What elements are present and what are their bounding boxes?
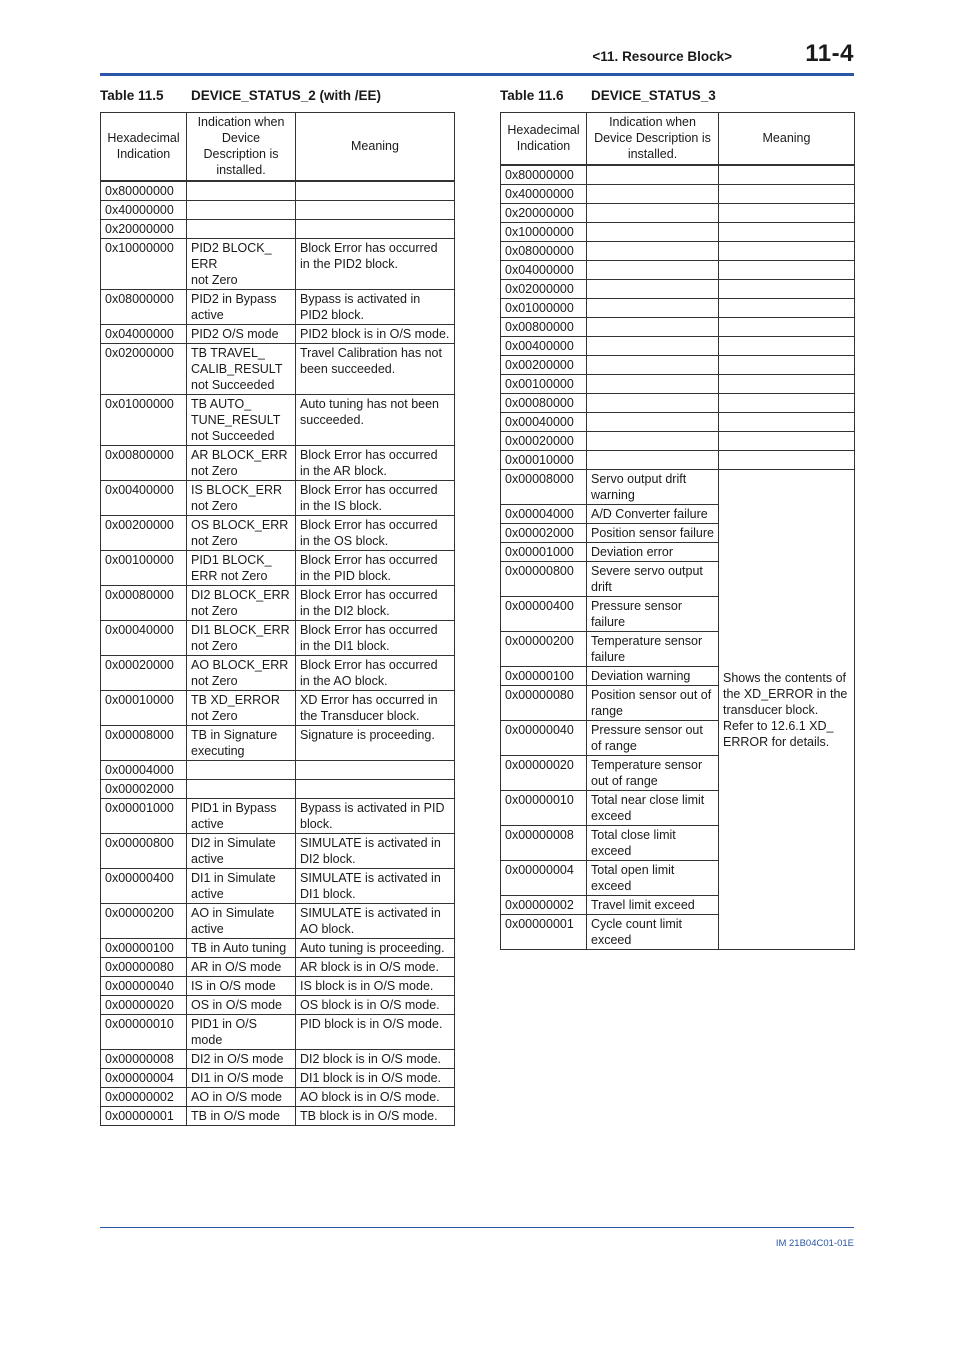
hex-cell: 0x00004000 xyxy=(101,761,187,780)
indication-cell xyxy=(587,280,719,299)
indication-cell: IS in O/S mode xyxy=(187,977,296,996)
hex-cell: 0x00100000 xyxy=(101,551,187,586)
meaning-cell: IS block is in O/S mode. xyxy=(296,977,455,996)
meaning-cell xyxy=(296,780,455,799)
indication-cell xyxy=(187,181,296,201)
table-row xyxy=(101,201,455,220)
indication-cell: DI2 in Simulate active xyxy=(187,834,296,869)
meaning-cell: SIMULATE is activated in AO block. xyxy=(296,904,455,939)
table-row xyxy=(101,869,455,904)
table5-number: Table 11.5 xyxy=(100,88,164,103)
table-row xyxy=(101,239,455,290)
indication-cell xyxy=(587,318,719,337)
meaning-cell: PID block is in O/S mode. xyxy=(296,1015,455,1050)
hex-cell: 0x04000000 xyxy=(501,261,587,280)
hex-cell: 0x08000000 xyxy=(501,242,587,261)
hex-cell: 0x00000800 xyxy=(501,562,587,597)
meaning-cell xyxy=(719,223,855,242)
indication-cell xyxy=(187,201,296,220)
table-row xyxy=(101,551,455,586)
hex-cell: 0x00010000 xyxy=(101,691,187,726)
indication-cell: Position sensor out of range xyxy=(587,686,719,721)
indication-cell: TB AUTO_ TUNE_RESULT not Succeeded xyxy=(187,395,296,446)
hex-cell: 0x00800000 xyxy=(501,318,587,337)
indication-cell xyxy=(587,451,719,470)
table6-number: Table 11.6 xyxy=(500,88,564,103)
indication-cell xyxy=(587,242,719,261)
hex-cell: 0x00000040 xyxy=(501,721,587,756)
indication-cell: DI1 BLOCK_ERR not Zero xyxy=(187,621,296,656)
indication-cell xyxy=(587,394,719,413)
table5-title: DEVICE_STATUS_2 (with /EE) xyxy=(191,88,382,103)
table-row xyxy=(101,761,455,780)
meaning-cell: OS block is in O/S mode. xyxy=(296,996,455,1015)
indication-cell: Travel limit exceed xyxy=(587,896,719,915)
indication-cell: Pressure sensor out of range xyxy=(587,721,719,756)
table-row xyxy=(101,939,455,958)
meaning-cell: Auto tuning is proceeding. xyxy=(296,939,455,958)
hex-cell: 0x40000000 xyxy=(101,201,187,220)
indication-cell: AR in O/S mode xyxy=(187,958,296,977)
page-number: 11-4 xyxy=(805,40,854,67)
hex-cell: 0x80000000 xyxy=(101,181,187,201)
hex-cell: 0x40000000 xyxy=(501,185,587,204)
table-row xyxy=(101,726,455,761)
hex-cell: 0x00080000 xyxy=(501,394,587,413)
meaning-cell: Auto tuning has not been succeeded. xyxy=(296,395,455,446)
indication-cell: IS BLOCK_ERR not Zero xyxy=(187,481,296,516)
meaning-cell: Block Error has occurred in the IS block. xyxy=(296,481,455,516)
hex-cell: 0x01000000 xyxy=(501,299,587,318)
table-row xyxy=(101,1069,455,1088)
table-row xyxy=(101,446,455,481)
indication-cell: Total open limit exceed xyxy=(587,861,719,896)
indication-cell xyxy=(187,220,296,239)
meaning-cell xyxy=(719,242,855,261)
indication-cell xyxy=(587,356,719,375)
hex-cell: 0x00000200 xyxy=(501,632,587,667)
table-row xyxy=(501,299,855,318)
table6-caption xyxy=(500,88,716,103)
hex-cell: 0x00800000 xyxy=(101,446,187,481)
table-row xyxy=(101,181,455,201)
hex-cell: 0x10000000 xyxy=(101,239,187,290)
table-row xyxy=(101,1050,455,1069)
table-row xyxy=(101,780,455,799)
hex-cell: 0x00000080 xyxy=(101,958,187,977)
meaning-cell: TB block is in O/S mode. xyxy=(296,1107,455,1126)
hex-cell: 0x00000020 xyxy=(501,756,587,791)
hex-cell: 0x00000002 xyxy=(501,896,587,915)
hex-cell: 0x00000200 xyxy=(101,904,187,939)
indication-cell: PID2 BLOCK_ ERR not Zero xyxy=(187,239,296,290)
hex-cell: 0x00200000 xyxy=(501,356,587,375)
table-row xyxy=(501,204,855,223)
hex-cell: 0x00002000 xyxy=(501,524,587,543)
indication-cell: PID1 in Bypass active xyxy=(187,799,296,834)
indication-cell: Servo output drift warning xyxy=(587,470,719,505)
table-row xyxy=(101,799,455,834)
meaning-cell: SIMULATE is activated in DI1 block. xyxy=(296,869,455,904)
meaning-cell: Block Error has occurred in the DI1 block. xyxy=(296,621,455,656)
indication-cell: TB TRAVEL_ CALIB_RESULT not Succeeded xyxy=(187,344,296,395)
table5-header-row xyxy=(101,113,455,182)
meaning-cell xyxy=(719,413,855,432)
hex-cell: 0x00000004 xyxy=(501,861,587,896)
table-row xyxy=(501,223,855,242)
table-row xyxy=(101,958,455,977)
meaning-cell: PID2 block is in O/S mode. xyxy=(296,325,455,344)
indication-cell xyxy=(187,780,296,799)
hex-cell: 0x00000010 xyxy=(101,1015,187,1050)
meaning-cell xyxy=(719,204,855,223)
indication-cell: AO in Simulate active xyxy=(187,904,296,939)
table-row xyxy=(101,516,455,551)
indication-cell: A/D Converter failure xyxy=(587,505,719,524)
hex-cell: 0x00000004 xyxy=(101,1069,187,1088)
meaning-cell: Travel Calibration has not been succeeded. xyxy=(296,344,455,395)
indication-cell: DI1 in O/S mode xyxy=(187,1069,296,1088)
meaning-cell: DI2 block is in O/S mode. xyxy=(296,1050,455,1069)
table-row xyxy=(501,185,855,204)
table6-header-meaning: Meaning xyxy=(719,113,855,166)
meaning-cell: Block Error has occurred in the AR block. xyxy=(296,446,455,481)
hex-cell: 0x00000020 xyxy=(101,996,187,1015)
table-row xyxy=(101,904,455,939)
indication-cell: TB in Auto tuning xyxy=(187,939,296,958)
hex-cell: 0x00002000 xyxy=(101,780,187,799)
hex-cell: 0x00008000 xyxy=(501,470,587,505)
meaning-cell: Block Error has occurred in the PID block. xyxy=(296,551,455,586)
table-row xyxy=(501,280,855,299)
meaning-cell: Signature is proceeding. xyxy=(296,726,455,761)
meaning-cell xyxy=(719,280,855,299)
hex-cell: 0x00000400 xyxy=(101,869,187,904)
indication-cell: Severe servo output drift xyxy=(587,562,719,597)
table5-header-meaning: Meaning xyxy=(296,113,455,182)
hex-cell: 0x00010000 xyxy=(501,451,587,470)
table6-header-row xyxy=(501,113,855,166)
indication-cell: DI2 in O/S mode xyxy=(187,1050,296,1069)
table-row xyxy=(501,394,855,413)
meaning-cell xyxy=(296,181,455,201)
hex-cell: 0x04000000 xyxy=(101,325,187,344)
indication-cell xyxy=(587,204,719,223)
meaning-cell xyxy=(719,451,855,470)
meaning-cell xyxy=(719,394,855,413)
table6-title: DEVICE_STATUS_3 xyxy=(591,88,716,103)
table-row xyxy=(101,290,455,325)
meaning-cell: Block Error has occurred in the PID2 block. xyxy=(296,239,455,290)
indication-cell xyxy=(587,413,719,432)
indication-cell: TB XD_ERROR not Zero xyxy=(187,691,296,726)
meaning-cell xyxy=(296,761,455,780)
section-title: <11. Resource Block> xyxy=(592,49,732,64)
meaning-cell: Bypass is activated in PID2 block. xyxy=(296,290,455,325)
table-row xyxy=(101,621,455,656)
indication-cell: DI1 in Simulate active xyxy=(187,869,296,904)
hex-cell: 0x00020000 xyxy=(501,432,587,451)
indication-cell: AO BLOCK_ERR not Zero xyxy=(187,656,296,691)
hex-cell: 0x00400000 xyxy=(101,481,187,516)
hex-cell: 0x00040000 xyxy=(101,621,187,656)
indication-cell: Temperature sensor out of range xyxy=(587,756,719,791)
indication-cell: Cycle count limit exceed xyxy=(587,915,719,950)
table5-header-indication: Indication when Device Description is installed. xyxy=(187,113,296,182)
indication-cell xyxy=(587,299,719,318)
indication-cell: Total near close limit exceed xyxy=(587,791,719,826)
hex-cell: 0x08000000 xyxy=(101,290,187,325)
hex-cell: 0x80000000 xyxy=(501,165,587,185)
meaning-cell xyxy=(719,185,855,204)
hex-cell: 0x00100000 xyxy=(501,375,587,394)
indication-cell: Deviation error xyxy=(587,543,719,562)
indication-cell: OS in O/S mode xyxy=(187,996,296,1015)
table6 xyxy=(500,112,855,950)
indication-cell: Total close limit exceed xyxy=(587,826,719,861)
table-row xyxy=(501,375,855,394)
hex-cell: 0x00000400 xyxy=(501,597,587,632)
table-row xyxy=(501,337,855,356)
meaning-cell: Bypass is activated in PID block. xyxy=(296,799,455,834)
table6-header-indication: Indication when Device Description is installed. xyxy=(587,113,719,166)
table-row xyxy=(101,996,455,1015)
meaning-cell: Block Error has occurred in the AO block. xyxy=(296,656,455,691)
hex-cell: 0x00020000 xyxy=(101,656,187,691)
hex-cell: 0x00000800 xyxy=(101,834,187,869)
indication-cell: Position sensor failure xyxy=(587,524,719,543)
hex-cell: 0x00000080 xyxy=(501,686,587,721)
meaning-cell: Block Error has occurred in the OS block. xyxy=(296,516,455,551)
hex-cell: 0x00000008 xyxy=(101,1050,187,1069)
table-row xyxy=(101,220,455,239)
indication-cell: DI2 BLOCK_ERR not Zero xyxy=(187,586,296,621)
table-row xyxy=(501,356,855,375)
hex-cell: 0x00000001 xyxy=(501,915,587,950)
table-row xyxy=(501,451,855,470)
meaning-cell xyxy=(719,165,855,185)
indication-cell xyxy=(587,337,719,356)
table-row xyxy=(101,1088,455,1107)
meaning-cell xyxy=(719,318,855,337)
table-row xyxy=(101,395,455,446)
meaning-cell: Block Error has occurred in the DI2 block. xyxy=(296,586,455,621)
table-row xyxy=(501,318,855,337)
hex-cell: 0x20000000 xyxy=(501,204,587,223)
hex-cell: 0x00040000 xyxy=(501,413,587,432)
document-id: IM 21B04C01-01E xyxy=(775,1238,854,1249)
meaning-cell: AR block is in O/S mode. xyxy=(296,958,455,977)
table5-caption xyxy=(100,88,381,103)
hex-cell: 0x00000100 xyxy=(501,667,587,686)
indication-cell xyxy=(587,165,719,185)
indication-cell xyxy=(587,261,719,280)
table-row xyxy=(101,977,455,996)
table-row xyxy=(501,470,855,505)
table6-header-hex: Hexadecimal Indication xyxy=(501,113,587,166)
hex-cell: 0x00001000 xyxy=(501,543,587,562)
hex-cell: 0x02000000 xyxy=(101,344,187,395)
footer-rule xyxy=(100,1227,854,1228)
hex-cell: 0x10000000 xyxy=(501,223,587,242)
table-row xyxy=(101,1015,455,1050)
hex-cell: 0x02000000 xyxy=(501,280,587,299)
table-row xyxy=(101,1107,455,1126)
table5-header-hex: Hexadecimal Indication xyxy=(101,113,187,182)
indication-cell: Deviation warning xyxy=(587,667,719,686)
table-row xyxy=(501,413,855,432)
meaning-cell: SIMULATE is activated in DI2 block. xyxy=(296,834,455,869)
indication-cell xyxy=(587,432,719,451)
meaning-cell xyxy=(719,337,855,356)
hex-cell: 0x00400000 xyxy=(501,337,587,356)
header-rule xyxy=(100,73,854,76)
indication-cell: PID2 in Bypass active xyxy=(187,290,296,325)
meaning-cell xyxy=(719,261,855,280)
meaning-cell xyxy=(719,375,855,394)
table-row xyxy=(101,344,455,395)
table-row xyxy=(501,432,855,451)
meaning-cell xyxy=(719,299,855,318)
table-row xyxy=(101,656,455,691)
hex-cell: 0x00200000 xyxy=(101,516,187,551)
indication-cell: Temperature sensor failure xyxy=(587,632,719,667)
hex-cell: 0x00000008 xyxy=(501,826,587,861)
table-row xyxy=(101,586,455,621)
hex-cell: 0x01000000 xyxy=(101,395,187,446)
meaning-cell xyxy=(719,356,855,375)
indication-cell xyxy=(587,375,719,394)
table-row xyxy=(501,242,855,261)
indication-cell xyxy=(587,223,719,242)
hex-cell: 0x00000001 xyxy=(101,1107,187,1126)
hex-cell: 0x20000000 xyxy=(101,220,187,239)
hex-cell: 0x00000100 xyxy=(101,939,187,958)
meaning-cell xyxy=(296,220,455,239)
meaning-cell xyxy=(719,432,855,451)
hex-cell: 0x00000010 xyxy=(501,791,587,826)
indication-cell: TB in Signature executing xyxy=(187,726,296,761)
indication-cell: AO in O/S mode xyxy=(187,1088,296,1107)
indication-cell: OS BLOCK_ERR not Zero xyxy=(187,516,296,551)
indication-cell: PID1 BLOCK_ ERR not Zero xyxy=(187,551,296,586)
table5 xyxy=(100,112,455,1126)
indication-cell: PID1 in O/S mode xyxy=(187,1015,296,1050)
meaning-cell xyxy=(296,201,455,220)
indication-cell xyxy=(187,761,296,780)
table-row xyxy=(101,481,455,516)
indication-cell: Pressure sensor failure xyxy=(587,597,719,632)
indication-cell: AR BLOCK_ERR not Zero xyxy=(187,446,296,481)
hex-cell: 0x00008000 xyxy=(101,726,187,761)
meaning-cell: DI1 block is in O/S mode. xyxy=(296,1069,455,1088)
merged-meaning-cell: Shows the contents of the XD_ERROR in the transducer block. Refer to 12.6.1 XD_ ERROR for details. xyxy=(719,470,855,950)
table-row xyxy=(101,691,455,726)
indication-cell: TB in O/S mode xyxy=(187,1107,296,1126)
table-row xyxy=(101,834,455,869)
indication-cell: PID2 O/S mode xyxy=(187,325,296,344)
hex-cell: 0x00004000 xyxy=(501,505,587,524)
table-row xyxy=(101,325,455,344)
hex-cell: 0x00000002 xyxy=(101,1088,187,1107)
hex-cell: 0x00001000 xyxy=(101,799,187,834)
hex-cell: 0x00080000 xyxy=(101,586,187,621)
meaning-cell: XD Error has occurred in the Transducer block. xyxy=(296,691,455,726)
hex-cell: 0x00000040 xyxy=(101,977,187,996)
meaning-cell: AO block is in O/S mode. xyxy=(296,1088,455,1107)
table-row xyxy=(501,165,855,185)
table-row xyxy=(501,261,855,280)
indication-cell xyxy=(587,185,719,204)
